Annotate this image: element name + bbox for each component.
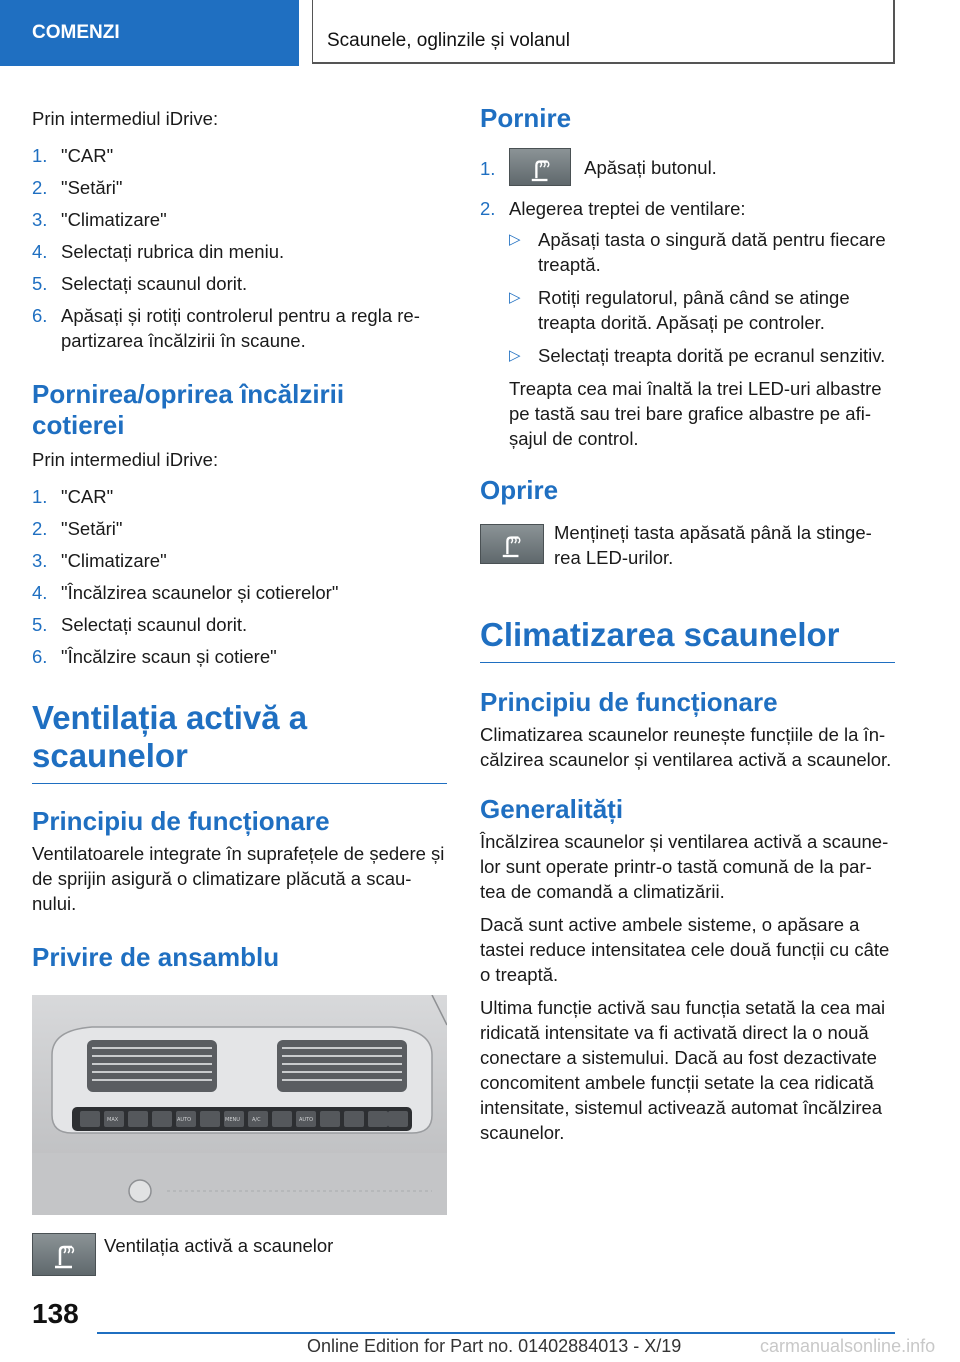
list-item: ▷ Selectați treapta dorită pe ecranul senzitiv. <box>509 345 886 366</box>
general-paragraph-3: Ultima funcție activă sau funcția setată la cea mai ridicată intensitate va fi activată direct la o nouă conectare a sistemului. Dacă au fost dezactivate concomitent ambele funcții setate la cea ridicată intensitate, sistemul activează automat încălzirea scaunelor. <box>480 997 886 1143</box>
chapter-title: Scaunele, oglinzile și volanul <box>312 0 895 64</box>
principle-text-right: Climatizarea scaunelor reunește funcțiile de la în‐călzirea scaunelor și ventilarea activă a scaunelor. <box>480 724 892 770</box>
seat-ventilation-icon-stop <box>480 524 544 564</box>
section-tab: COMENZI <box>0 0 299 66</box>
substeps-list <box>509 227 895 368</box>
list-item: 5. Selectați scaunul dorit. <box>32 614 248 635</box>
general-paragraph-1: Încălzirea scaunelor și ventilarea activă a scaune‐lor sunt operate printr-o tastă comună de la par‐tea de comandă a climatizării. <box>480 831 889 902</box>
start-steps <box>480 148 895 451</box>
heading-stop: Oprire <box>480 475 559 505</box>
caption-row <box>32 1233 447 1277</box>
list-item: 3. "Climatizare" <box>32 209 167 230</box>
list-item: 3. "Climatizare" <box>32 550 167 571</box>
triangle-bullet-icon: ▷ <box>509 231 521 248</box>
heading-start: Pornire <box>480 103 572 133</box>
page-number: 138 <box>32 1298 79 1329</box>
general-paragraph-2: Dacă sunt active ambele sisteme, o apăsare a tastei reduce intensitatea cele două funcții cu câte o treaptă. <box>480 914 890 985</box>
idrive-intro-2: Prin intermediul iDrive: <box>32 449 219 470</box>
left-column <box>32 96 447 1277</box>
panel-label-auto-2: AUTO <box>299 1117 314 1123</box>
steps-list-2 <box>32 484 447 669</box>
seat-ventilation-icon <box>32 1233 96 1276</box>
list-item: ▷ Rotiți regulatorul, până când se atinge treapta dorită. Apăsați pe controler. <box>509 287 850 333</box>
list-item: 2. Alegerea treptei de ventilare: ▷ Apăsați tasta o singură dată pentru fiecare treaptă. ▷ Rotiți regulatorul, până când se atinge treapta dorită. Apăsați pe controler. ▷ Selectați treapta dorită pe ecranul senzitiv. Treapta cea mai înaltă la trei LED-uri albastre pe tastă sau trei bare grafice albastre pe afi‐șajul de control. <box>480 196 895 451</box>
idrive-intro: Prin intermediul iDrive: <box>32 108 219 129</box>
panel-label-ac: A/C <box>252 1117 261 1123</box>
triangle-bullet-icon: ▷ <box>509 289 521 306</box>
dashboard-photo <box>32 995 447 1215</box>
heading-principle-left: Principiu de funcționare <box>32 806 330 836</box>
heading-general: Generalități <box>480 794 624 824</box>
panel-label-max: MAX <box>107 1117 119 1123</box>
stop-row <box>480 520 895 576</box>
edition-text: Online Edition for Part no. 01402884013 - X/19 <box>307 1336 682 1356</box>
footer-divider <box>97 1332 895 1334</box>
start-note: Treapta cea mai înaltă la trei LED-uri albastre pe tastă sau trei bare grafice albastre pe afi‐șajul de control. <box>509 378 882 449</box>
heading-overview: Privire de ansamblu <box>32 942 280 972</box>
list-item: 6. Apăsați și rotiți controlerul pentru a regla re‐partizarea încălzirii în scaune. <box>32 305 420 351</box>
heading-ventilation: Ventilația activă a scaunelor <box>32 699 447 784</box>
right-column <box>480 96 895 1153</box>
photo-caption: Ventilația activă a scaunelor <box>104 1235 334 1256</box>
list-item: 1. Apăsați butonul. <box>480 148 895 186</box>
principle-text-left: Ventilatoarele integrate în suprafețele de ședere și de sprijin asigură o climatizare plăcută a scau‐nului. <box>32 843 445 914</box>
list-item: 4. Selectați rubrica din meniu. <box>32 241 285 262</box>
list-item: 2. "Setări" <box>32 518 123 539</box>
list-item: 6. "Încălzire scaun și cotiere" <box>32 646 277 667</box>
triangle-bullet-icon: ▷ <box>509 347 521 364</box>
list-item: 2. "Setări" <box>32 177 123 198</box>
list-item: 4. "Încălzirea scaunelor și cotierelor" <box>32 582 339 603</box>
list-item: 1. "CAR" <box>32 145 114 166</box>
list-item: 1. "CAR" <box>32 486 114 507</box>
seat-ventilation-button-icon <box>509 148 571 186</box>
heading-armrest: Pornirea/oprirea încălzirii cotierei <box>32 379 345 440</box>
list-item: ▷ Apăsați tasta o singură dată pentru fiecare treaptă. <box>509 229 886 275</box>
watermark: carmanualsonline.info <box>760 1336 936 1356</box>
steps-list-1 <box>32 143 447 353</box>
heading-principle-right: Principiu de funcționare <box>480 687 778 717</box>
list-item: 5. Selectați scaunul dorit. <box>32 273 248 294</box>
stop-text: Mențineți tasta apăsată până la stinge‐rea LED-urilor. <box>554 522 872 568</box>
panel-label-auto: AUTO <box>177 1117 192 1123</box>
heading-climate: Climatizarea scaunelor <box>480 616 895 663</box>
dashboard-illustration <box>32 995 447 1215</box>
panel-label-menu: MENU <box>225 1117 240 1123</box>
